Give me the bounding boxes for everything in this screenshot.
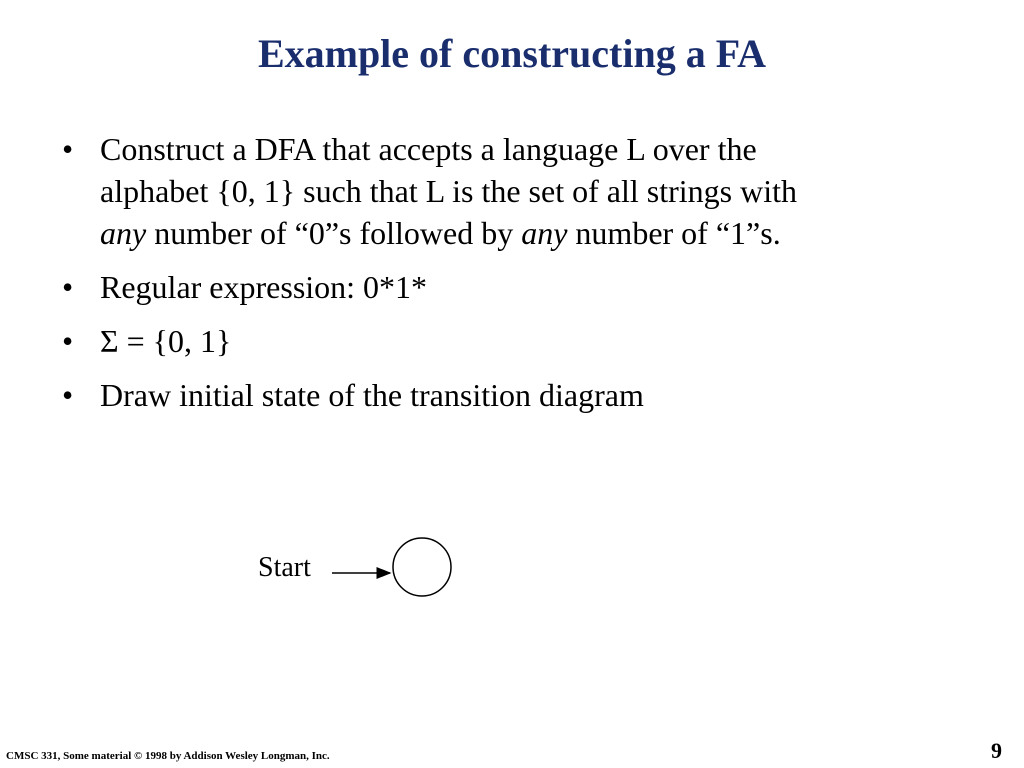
bullet-item-instruction <box>62 374 992 416</box>
bullet-list <box>62 128 992 428</box>
emphasis-text: any <box>521 215 568 251</box>
emphasis-text: any <box>100 215 147 251</box>
transition-diagram <box>250 530 470 610</box>
bullet-text-line: Draw initial state of the transition diagram <box>100 377 644 413</box>
bullet-text-segment: number of “1”s. <box>567 215 781 251</box>
initial-state-circle <box>393 538 451 596</box>
bullet-text-segment: number of “0”s followed by <box>146 215 522 251</box>
slide-title: Example of constructing a FA <box>257 31 767 76</box>
bullet-marker: • <box>62 377 74 413</box>
bullet-marker: • <box>62 323 74 359</box>
bullet-text-line: Construct a DFA that accepts a language L over the <box>100 131 757 167</box>
bullet-item-alphabet <box>62 320 992 362</box>
bullet-marker: • <box>62 269 74 305</box>
bullet-text-line: alphabet {0, 1} such that L is the set of all strings with <box>100 173 797 209</box>
bullet-text-line: Regular expression: 0*1* <box>100 269 428 305</box>
bullet-item-regex <box>62 266 992 308</box>
bullet-text-line: Σ = {0, 1} <box>100 323 232 359</box>
start-label: Start <box>258 552 311 583</box>
bullet-item-dfa-description <box>62 128 992 254</box>
page-number: 9 <box>991 738 1002 763</box>
bullet-text-line <box>100 212 992 254</box>
bullet-marker: • <box>62 131 74 167</box>
footer-copyright: CMSC 331, Some material © 1998 by Addison Wesley Longman, Inc. <box>6 750 330 762</box>
